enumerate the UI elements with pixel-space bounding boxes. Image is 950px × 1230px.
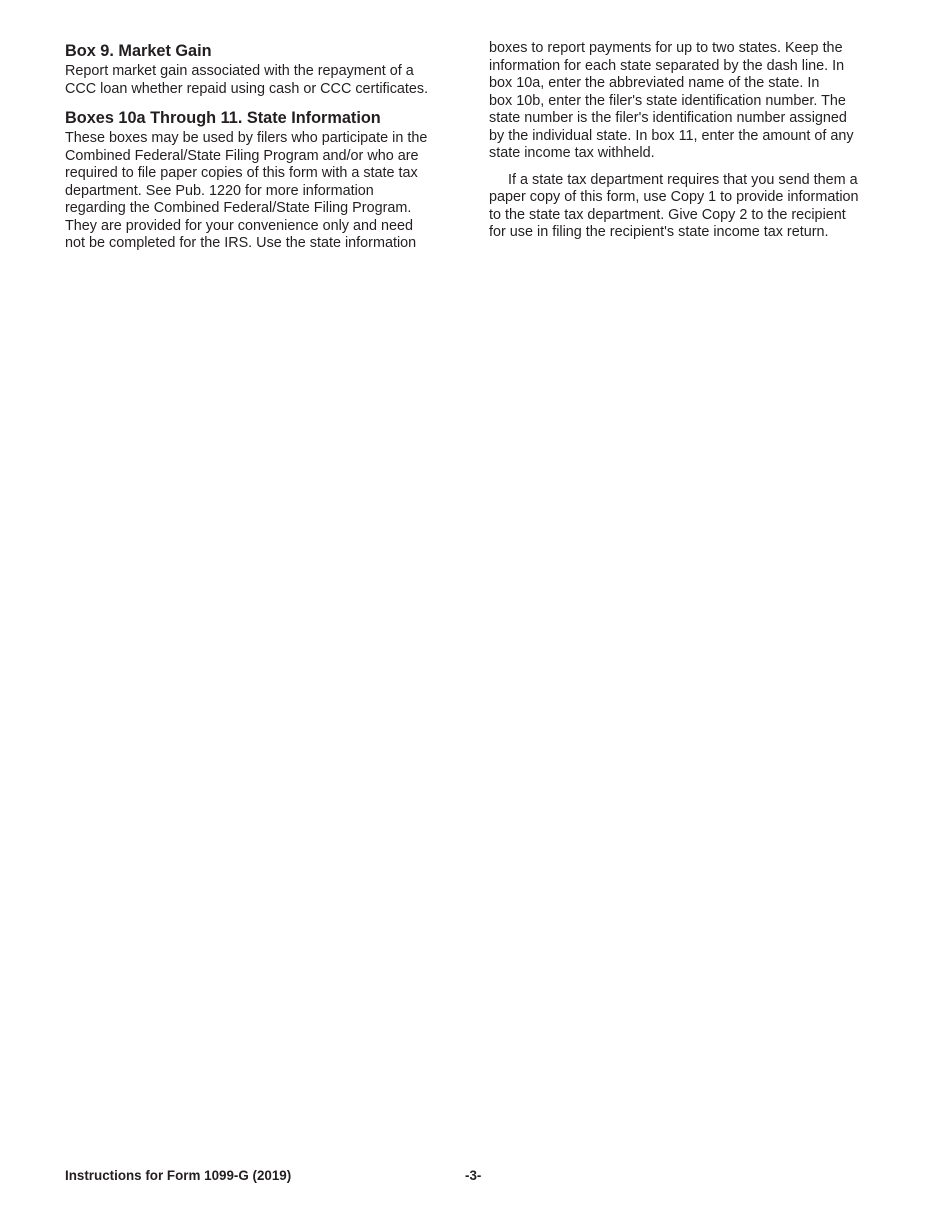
text-line: information for each state separated by the dash line. In bbox=[489, 57, 845, 74]
text-line: state number is the filer's identification number assigned bbox=[489, 110, 847, 126]
text-line: to the state tax department. Give Copy 2 to the recipient bbox=[489, 206, 846, 223]
paper-copy-paragraph bbox=[489, 172, 889, 242]
text-line: for use in filing the recipient's state income tax return. bbox=[489, 224, 829, 240]
left-column bbox=[65, 40, 457, 253]
text-line: box 10b, enter the filer's state identification number. The bbox=[489, 92, 846, 109]
text-line: regarding the Combined Federal/State Filing Program. bbox=[65, 200, 412, 216]
text-line: department. See Pub. 1220 for more information bbox=[65, 182, 374, 199]
text-line: These boxes may be used by filers who participate in the bbox=[65, 130, 428, 146]
text-line: required to file paper copies of this form with a state tax bbox=[65, 165, 418, 181]
text-line: box 10a, enter the abbreviated name of the state. In bbox=[489, 75, 820, 91]
box9-paragraph bbox=[65, 63, 457, 98]
text-line: They are provided for your convenience only and need bbox=[65, 217, 413, 234]
state-info-continued-paragraph bbox=[489, 40, 889, 163]
box9-heading: Box 9. Market Gain bbox=[65, 42, 212, 60]
text-line: Combined Federal/State Filing Program and/or who are bbox=[65, 147, 419, 164]
text-line: boxes to report payments for up to two states. Keep the bbox=[489, 40, 843, 56]
right-column bbox=[489, 40, 889, 242]
text-line: paper copy of this form, use Copy 1 to provide information bbox=[489, 189, 859, 205]
text-line: state income tax withheld. bbox=[489, 145, 655, 161]
text-line: by the individual state. In box 11, enter the amount of any bbox=[489, 127, 854, 144]
boxes10a-11-paragraph bbox=[65, 130, 457, 253]
text-line: If a state tax department requires that you send them a bbox=[508, 171, 858, 188]
boxes10a-11-heading: Boxes 10a Through 11. State Information bbox=[65, 109, 381, 127]
footer-page-number: -3- bbox=[465, 1168, 482, 1183]
text-line: CCC loan whether repaid using cash or CCC certificates. bbox=[65, 80, 429, 97]
footer-document-title: Instructions for Form 1099-G (2019) bbox=[65, 1168, 292, 1183]
text-line: not be completed for the IRS. Use the state information bbox=[65, 235, 417, 251]
text-line: Report market gain associated with the repayment of a bbox=[65, 63, 414, 79]
